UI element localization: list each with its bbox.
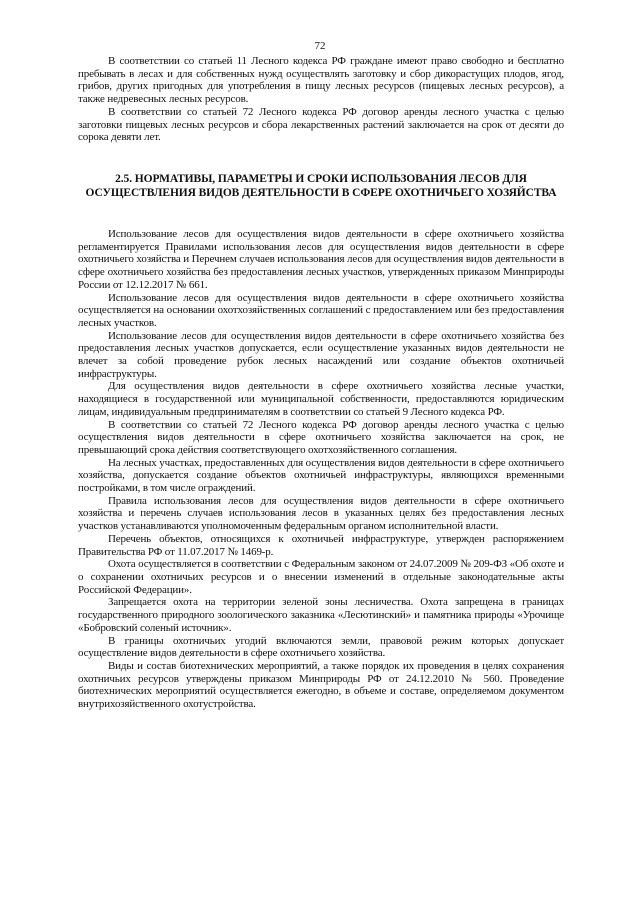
paragraph: Виды и состав биотехнических мероприятий, а также порядок их проведения в целях сохранения охотничьих ресурсов утверждены приказом Минприроды РФ от 24.12.2010 № 560. Проведение биотехнических мероприятий осуществляется ежегодно, в объеме и составе, определяемом документом внутрихозяйственного охотустройства. xyxy=(78,659,564,711)
paragraph: Использование лесов для осуществления видов деятельности в сфере охотничьего хозяйства осуществляется на основании охотхозяйственных соглашений с предоставлением или без предоставления лесных участков. xyxy=(78,291,564,329)
section-heading: 2.5. НОРМАТИВЫ, ПАРАМЕТРЫ И СРОКИ ИСПОЛЬЗОВАНИЯ ЛЕСОВ ДЛЯ ОСУЩЕСТВЛЕНИЯ ВИДОВ ДЕЯТЕЛЬНОСТИ В СФЕРЕ ОХОТНИЧЬЕГО ХОЗЯЙСТВА xyxy=(85,173,557,199)
paragraph: Запрещается охота на территории зеленой зоны лесничества. Охота запрещена в границах государственного природного зоологического заказника «Лесютинский» и памятника природы «Урочище «Бобровский соленый источник». xyxy=(78,596,564,634)
paragraph: Для осуществления видов деятельности в сфере охотничьего хозяйства лесные участки, находящиеся в государственной или муниципальной собственности, предоставляются юридическим лицам, индивидуальным предпринимателям в соответствии со статьей 9 Лесного кодекса РФ. xyxy=(78,380,564,418)
paragraph: В соответствии со статьей 72 Лесного кодекса РФ договор аренды лесного участка с целью заготовки пищевых лесных ресурсов и сбора лекарственных растений заключается на срок от десяти до сорока девяти лет. xyxy=(78,105,564,144)
paragraph: В соответствии со статьей 11 Лесного кодекса РФ граждане имеют право свободно и бесплатно пребывать в лесах и для собственных нужд осуществлять заготовку и сбор дикорастущих плодов, ягод, грибов, других пригодных для употребления в пищу лесных ресурсов (пищевых лесных ресурсов), а также недревесных лесных ресурсов. xyxy=(78,55,564,106)
paragraph: Использование лесов для осуществления видов деятельности в сфере охотничьего хозяйства без предоставления лесных участков допускается, если осуществление указанных видов деятельности не влечет за собой проведение рубок лесных насаждений или создание объектов охотничьей инфраструктуры. xyxy=(78,329,564,380)
paragraph: В границы охотничьих угодий включаются земли, правовой режим которых допускает осуществление видов деятельности в сфере охотничьего хозяйства. xyxy=(78,634,564,660)
page-number: 72 xyxy=(314,40,326,52)
paragraph: На лесных участках, предоставленных для осуществления видов деятельности в сфере охотничьего хозяйства, допускается создание объектов охотничьей инфраструктуры, являющихся временными постройками, в том числе ограждений. xyxy=(78,456,564,495)
section-body xyxy=(78,228,564,711)
paragraph: Охота осуществляется в соответствии с Федеральным законом от 24.07.2009 № 209-ФЗ «Об охоте и о сохранении охотничьих ресурсов и о внесении изменений в отдельные законодательные акты Российской Федерации». xyxy=(78,558,564,596)
paragraph: Перечень объектов, относящихся к охотничьей инфраструктуре, утвержден распоряжением Правительства РФ от 11.07.2017 № 1469-р. xyxy=(78,532,564,558)
paragraph: Использование лесов для осуществления видов деятельности в сфере охотничьего хозяйства регламентируется Правилами использования лесов для осуществления видов деятельности в сфере охотничьего хозяйства и Перечнем случаев использования лесов для осуществления видов деятельности в сфере охотничьего хозяйства без предоставления лесных участков, утвержденных приказом Минприроды России от 12.12.2017 № 661. xyxy=(78,228,564,291)
paragraph: В соответствии со статьей 72 Лесного кодекса РФ договор аренды лесного участка с целью осуществления видов деятельности в сфере охотничьего хозяйства заключается на срок, не превышающий срока действия соответствующего охотхозяйственного соглашения. xyxy=(78,418,564,456)
intro-section xyxy=(78,55,564,144)
paragraph: Правила использования лесов для осуществления видов деятельности в сфере охотничьего хозяйства и перечень случаев использования лесов в указанных целях без предоставления лесных участков устанавливаются уполномоченным федеральным органом исполнительной власти. xyxy=(78,494,564,533)
